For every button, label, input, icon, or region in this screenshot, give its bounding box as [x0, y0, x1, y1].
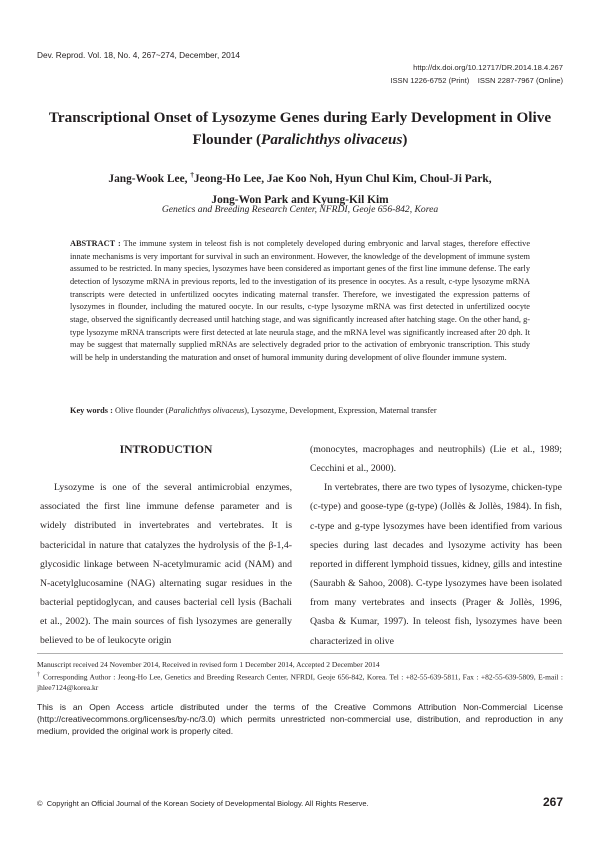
section-heading: INTRODUCTION: [119, 443, 213, 456]
issn-info: ISSN 1226-6752 (Print) ISSN 2287-7967 (Online): [390, 76, 563, 85]
footnote-dagger: †: [37, 672, 41, 678]
intro-paragraph-2: In vertebrates, there are two types of lysozyme, chicken-type (c-type) and goose-type (g-type) (Jollès & Jollès, 1984). In fish, c-type and g-type lysozymes have been identified from various species during last decades and lysozyme activity has been reported in different lymphoid tissues, kidney, gills and intestine (Saurabh & Sahoo, 2008). C-type lysozymes have been isolated from many vertebrates and insects (Prager & Jollès, 1996, Qasba & Kumar, 1997). In teleost fish, lysozymes have been characterized in olive: [310, 482, 562, 647]
corresponding-dagger: †: [190, 171, 194, 179]
abstract: [70, 238, 530, 365]
manuscript-dates: Manuscript received 24 November 2014, Received in revised form 1 December 2014, Accepted 2 December 2014: [37, 660, 380, 669]
body-column-right: [310, 440, 562, 651]
keywords-post: ), Lysozyme, Development, Expression, Maternal transfer: [244, 406, 437, 415]
keywords-pre: Olive flounder (: [112, 406, 169, 415]
corresponding-text: Corresponding Author : Jeong-Ho Lee, Genetics and Breeding Research Center, NFRDI, Geoje 656-842, Korea. Tel : +82-55-639-5811, Fax : +82-55-639-5809, E-mail : jhlee7124@korea.kr: [37, 672, 564, 692]
doi-link[interactable]: http://dx.doi.org/10.12717/DR.2014.18.4.267: [413, 63, 563, 72]
footnote-divider: [37, 653, 563, 654]
affiliation: Genetics and Breeding Research Center, NFRDI, Geoje 656-842, Korea: [161, 204, 439, 215]
intro-paragraph-1: Lysozyme is one of the several antimicrobial enzymes, associated the first line immune defense parameter and is widely distributed in invertebrates and vertebrates. It is bactericidal in nature that catalyzes the hydrolysis of the β-1,4-glycosidic linkage between N-acetylmuramic acid (NAM) and N-acetylglucosamine (NAG) alternating sugar residues in the bacterial peptidoglycan, and causes bacterial cell lysis (Bachali et al., 2002). The main sources of fish lysozymes are generally believed to be of leukocyte origin: [40, 482, 292, 647]
authors-line-2: Jong-Won Park and Kyung-Kil Kim: [211, 193, 389, 206]
authors-first: Jang-Wook Lee,: [108, 172, 191, 185]
keywords-species: Paralichthys olivaceus: [168, 406, 245, 415]
corresponding-author-note: [37, 670, 563, 693]
abstract-text: The immune system in teleost fish is not completely developed during embryonic and larval stages, therefore effective innate mechanisms is very important for survival in such an environment. However, the knowledge of the development of immune system assumed to be restricted. In many species, lysozymes have been considered as important genes of the first line immune defense. The early detection of lysozyme mRNA in previous reports, led to the investigation of its presence in oocytes. As a result, c-type lysozyme mRNA transcripts were detected in unfertilized oocytes indicating maternal transfer. Therefore, we investigated the expression patterns of lysozymes in flounder, including the matured oocyte. In our results, c-type lysozyme mRNA was first detected in unfertilized oocyte stage, observed the significantly decreased until hatching stage, and was significantly increased after hatching stage. On the other hand, g-type lysozyme mRNA transcripts were first detected at late neurula stage, and the mRNA level was significantly increased after 20 dph. It may be suggest that maternally supplied mRNAs are selectively degraded prior to the activation of embryonic transcription. This study will be help in understanding the maturation and onset of humoral immunity during development of olive flounder immune system.: [70, 239, 531, 362]
title-close: ): [402, 131, 408, 148]
body-column-left: [40, 440, 292, 651]
title-species: Paralichthys olivaceus: [261, 131, 403, 148]
copyright-notice: © Copyright an Official Journal of the Korean Society of Developmental Biology. All Rights Reserve.: [37, 799, 369, 808]
authors-rest: Jeong-Ho Lee, Jae Koo Noh, Hyun Chul Kim, Choul-Ji Park,: [193, 172, 492, 185]
keywords-label: Key words :: [70, 406, 113, 415]
page-number: 267: [542, 795, 563, 809]
journal-reference: Dev. Reprod. Vol. 18, No. 4, 267~274, December, 2014: [37, 50, 241, 60]
license-statement: This is an Open Access article distributed under the terms of the Creative Commons Attribution Non-Commercial License (http://creativecommons.org/licenses/by-nc/3.0) which permits unrestricted non-commercial use, distribution, and reproduction in any medium, provided the original work is properly cited.: [37, 702, 563, 737]
title-main: Transcriptional Onset of Lysozyme Genes during Early Development in Olive Flounder (: [48, 109, 552, 148]
intro-paragraph-1-continued: (monocytes, macrophages and neutrophils) (Lie et al., 1989; Cecchini et al., 2000).: [310, 444, 562, 475]
keywords: [70, 405, 530, 417]
authors-line-1: [40, 165, 560, 190]
abstract-label: ABSTRACT :: [70, 239, 121, 248]
article-title: [40, 107, 560, 151]
